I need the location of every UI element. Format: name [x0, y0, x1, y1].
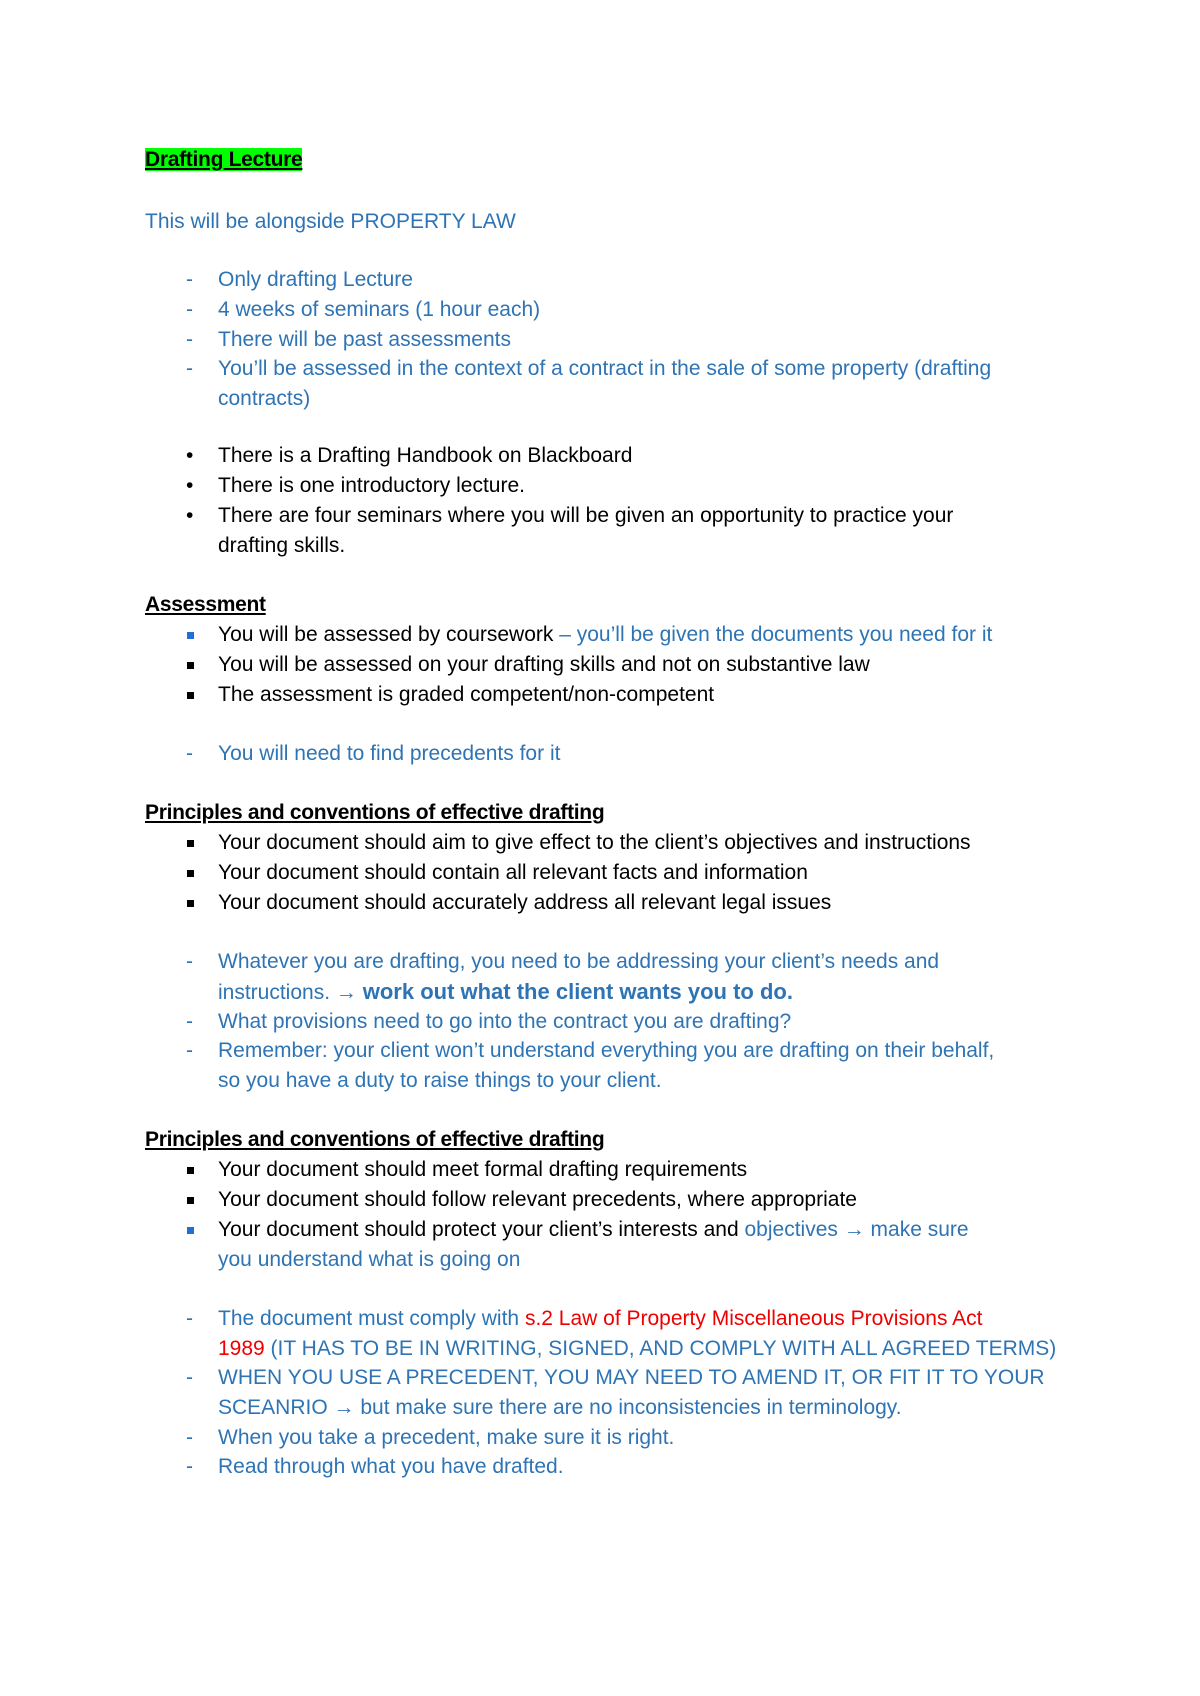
square-bullet-icon	[187, 870, 194, 877]
list-item: There will be past assessments	[218, 328, 511, 351]
dash-marker: -	[186, 268, 193, 291]
list-item: Remember: your client won’t understand everything you are drafting on their behalf,	[218, 1039, 995, 1062]
intro-text: This will be alongside PROPERTY LAW	[145, 210, 516, 233]
list-item-continuation: drafting skills.	[218, 534, 346, 557]
square-bullet-icon	[187, 1227, 194, 1234]
list-item: There are four seminars where you will be given an opportunity to practice your	[218, 504, 954, 527]
bullet-marker: •	[186, 444, 194, 467]
dash-marker: -	[186, 1455, 193, 1478]
square-bullet-icon	[187, 692, 194, 699]
bullet-marker: •	[186, 504, 194, 527]
list-item: What provisions need to go into the contract you are drafting?	[218, 1010, 792, 1033]
principles-heading: Principles and conventions of effective drafting	[145, 801, 605, 824]
bullet-marker: •	[186, 474, 194, 497]
list-item: The assessment is graded competent/non-competent	[218, 683, 715, 706]
list-item-continuation: SCEANRIO → but make sure there are no inconsistencies in terminology.	[218, 1396, 902, 1419]
list-item: You’ll be assessed in the context of a contract in the sale of some property (drafting	[218, 357, 992, 380]
dash-marker: -	[186, 1039, 193, 1062]
list-item: You will need to find precedents for it	[218, 742, 561, 765]
list-item: When you take a precedent, make sure it is right.	[218, 1426, 675, 1449]
list-item: Your document should aim to give effect to the client’s objectives and instructions	[218, 831, 971, 854]
arrow-icon: →	[843, 1218, 865, 1241]
list-item: Only drafting Lecture	[218, 268, 413, 291]
assessment-heading: Assessment	[145, 593, 266, 616]
list-item: Your document should follow relevant precedents, where appropriate	[218, 1188, 857, 1211]
dash-marker: -	[186, 298, 193, 321]
arrow-icon: →	[333, 1396, 355, 1419]
square-bullet-icon	[187, 1167, 194, 1174]
list-item: The document must comply with s.2 Law of Property Miscellaneous Provisions Act	[218, 1307, 983, 1330]
list-item-continuation: so you have a duty to raise things to your client.	[218, 1069, 662, 1092]
dash-marker: -	[186, 1307, 193, 1330]
square-bullet-icon	[187, 900, 194, 907]
square-bullet-icon	[187, 662, 194, 669]
list-item: Your document should accurately address all relevant legal issues	[218, 891, 832, 914]
list-item: You will be assessed by coursework – you’ll be given the documents you need for it	[218, 623, 993, 646]
list-item-continuation: instructions. → work out what the client wants you to do.	[218, 979, 793, 1004]
list-item: Your document should meet formal drafting requirements	[218, 1158, 748, 1181]
dash-marker: -	[186, 742, 193, 765]
list-item: 4 weeks of seminars (1 hour each)	[218, 298, 541, 321]
dash-marker: -	[186, 1366, 193, 1389]
list-item-continuation: contracts)	[218, 387, 311, 410]
list-item: You will be assessed on your drafting skills and not on substantive law	[218, 653, 870, 676]
list-item: Whatever you are drafting, you need to be addressing your client’s needs and	[218, 950, 940, 973]
arrow-icon: →	[335, 981, 357, 1004]
square-bullet-icon	[187, 1197, 194, 1204]
square-bullet-icon	[187, 840, 194, 847]
square-bullet-icon	[187, 632, 194, 639]
list-item: Read through what you have drafted.	[218, 1455, 564, 1478]
list-item-continuation: you understand what is going on	[218, 1248, 521, 1271]
dash-marker: -	[186, 950, 193, 973]
dash-marker: -	[186, 1426, 193, 1449]
list-item: WHEN YOU USE A PRECEDENT, YOU MAY NEED TO AMEND IT, OR FIT IT TO YOUR	[218, 1366, 1045, 1389]
list-item: Your document should contain all relevant facts and information	[218, 861, 808, 884]
dash-marker: -	[186, 357, 193, 380]
principles-heading: Principles and conventions of effective drafting	[145, 1128, 605, 1151]
list-item: There is one introductory lecture.	[218, 474, 525, 497]
document-title: Drafting Lecture	[145, 148, 303, 171]
list-item-continuation: 1989 (IT HAS TO BE IN WRITING, SIGNED, AND COMPLY WITH ALL AGREED TERMS)	[218, 1337, 1057, 1360]
list-item: Your document should protect your client’s interests and objectives → make sure	[218, 1218, 969, 1241]
dash-marker: -	[186, 1010, 193, 1033]
list-item: There is a Drafting Handbook on Blackboard	[218, 444, 633, 467]
dash-marker: -	[186, 328, 193, 351]
